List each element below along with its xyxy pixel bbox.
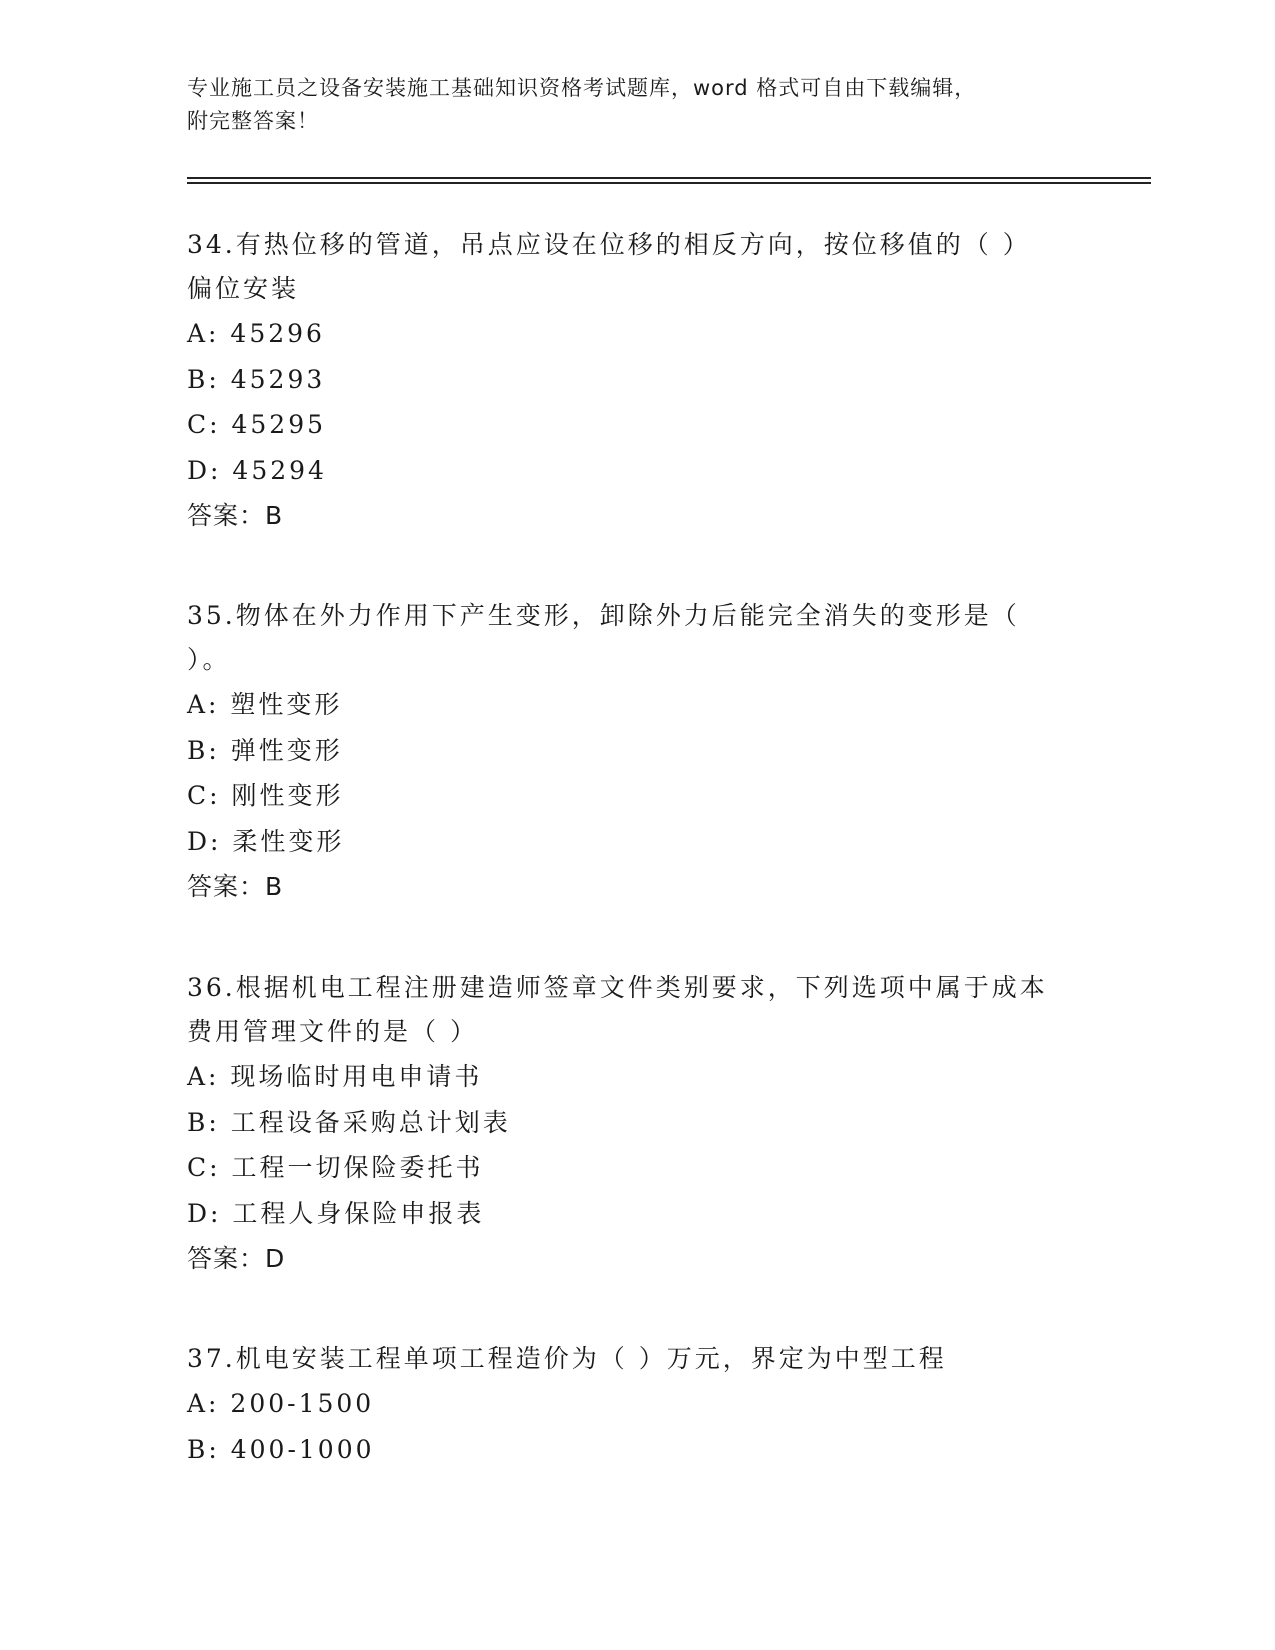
question-stem-line: 35.物体在外力作用下产生变形，卸除外力后能完全消失的变形是（ (187, 601, 1020, 630)
question-stem-line: ）。 (187, 645, 231, 674)
header-divider-bottom (187, 182, 1151, 184)
question-stem-line: 费用管理文件的是（ ） (187, 1017, 478, 1046)
option-c: C: 45295 (187, 410, 327, 439)
header-line-1: 专业施工员之设备安装施工基础知识资格考试题库，word 格式可自由下载编辑， (187, 76, 977, 100)
option-b: B: 45293 (187, 364, 326, 394)
option-c: C: 工程一切保险委托书 (187, 1153, 484, 1182)
question-37 (187, 1337, 1087, 1472)
question-stem-line: 36.根据机电工程注册建造师签章文件类别要求，下列选项中属于成本 (187, 973, 1048, 1002)
option-c: C: 刚性变形 (187, 781, 344, 810)
option-d: D: 45294 (187, 455, 327, 485)
question-34 (187, 223, 1087, 539)
option-a: A: 塑性变形 (187, 690, 343, 719)
question-stem-line: 偏位安装 (187, 274, 300, 303)
question-stem-line: 34.有热位移的管道，吊点应设在位移的相反方向，按位移值的（ ） (187, 230, 1031, 259)
document-header (187, 72, 1087, 138)
answer: 答案：B (187, 872, 284, 901)
answer: 答案：B (187, 501, 284, 530)
header-line-2: 附完整答案！ (187, 109, 319, 133)
option-b: B: 工程设备采购总计划表 (187, 1107, 511, 1137)
header-divider-top (187, 177, 1151, 179)
question-36 (187, 966, 1087, 1282)
option-b: B: 400-1000 (187, 1434, 375, 1464)
question-35 (187, 594, 1087, 910)
option-d: D: 柔性变形 (187, 826, 345, 856)
option-b: B: 弹性变形 (187, 735, 343, 765)
question-stem-line: 37.机电安装工程单项工程造价为（ ）万元，界定为中型工程 (187, 1344, 947, 1373)
option-a: A: 45296 (187, 319, 325, 348)
answer: 答案：D (187, 1244, 286, 1273)
option-a: A: 200-1500 (187, 1389, 375, 1418)
option-a: A: 现场临时用电申请书 (187, 1062, 483, 1091)
option-d: D: 工程人身保险申报表 (187, 1198, 485, 1228)
